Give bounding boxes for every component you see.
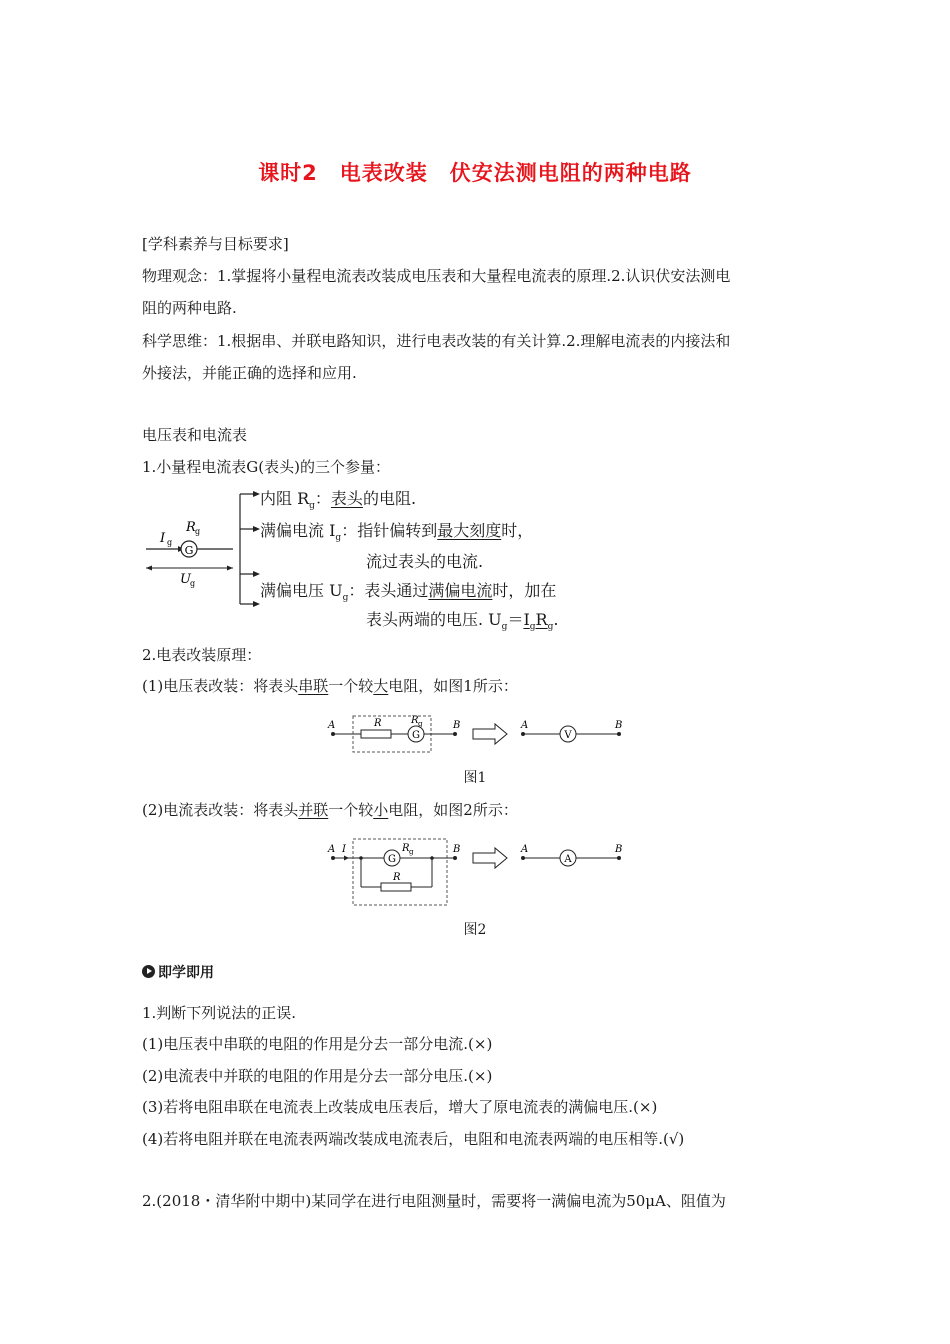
branch-full-scale-voltage-line2: 表头两端的电压. $U_g=I_gR_g$.: [366, 610, 559, 633]
fig2-galvanometer: G: [388, 854, 396, 865]
question2: 2.(2018・清华附中期中)某同学在进行电阻测量时，需要将一满偏电流为50μA、阻值为: [142, 1192, 726, 1210]
page-title: 课时2 电表改装 伏安法测电阻的两种电路: [258, 161, 692, 185]
label-resistance: R: [186, 520, 196, 535]
fig2-current-label: I: [342, 844, 346, 855]
fig2-resistor-label: R: [393, 872, 401, 883]
figure2-caption: 图2: [463, 922, 487, 938]
question1: 1.判断下列说法的正误.: [142, 1004, 297, 1022]
fig1-rg-sub: g: [418, 720, 423, 728]
label-current: I: [160, 531, 166, 546]
question1-item1: (1)电压表中串联的电阻的作用是分去一部分电流.(×): [142, 1035, 493, 1053]
fig2-ammeter-symbol: A: [564, 854, 572, 865]
ammeter-text: (2)电流表改装：将表头并联一个较小电阻，如图2所示：: [142, 801, 518, 819]
fig1-node-a: A: [328, 720, 336, 731]
answer-head: 表头: [330, 489, 363, 508]
fig1-rg-label: R: [411, 715, 419, 726]
answer-formula: $I_gR_g$: [523, 610, 554, 633]
section-heading: 电压表和电流表: [142, 426, 248, 444]
fig1-galvanometer: G: [412, 730, 420, 741]
branch-internal-resistance: 内阻 $R_g$：表头的电阻.: [260, 489, 417, 512]
label-voltage: U: [180, 572, 191, 587]
ammeter-figure: [325, 836, 625, 908]
fig1-node-a2: A: [521, 720, 529, 731]
fig2-node-a: A: [328, 844, 336, 855]
goals-heading: [学科素养与目标要求]: [142, 235, 289, 253]
fig2-rg-label: R: [402, 843, 410, 854]
question1-item2: (2)电流表中并联的电阻的作用是分去一部分电压.(×): [142, 1067, 493, 1085]
branch-full-scale-voltage: 满偏电压 $U_g$：表头通过满偏电流时，加在: [260, 581, 557, 604]
item2-text: 2.电表改装原理：: [142, 646, 262, 664]
question1-item3: (3)若将电阻串联在电流表上改装成电压表后，增大了原电流表的满偏电压.(×): [142, 1098, 658, 1116]
label-voltage-sub: g: [190, 579, 196, 588]
goals-physics-line2: 阻的两种电路.: [142, 299, 237, 317]
goals-thinking-line2: 外接法，并能正确的选择和应用.: [142, 364, 357, 382]
fig2-node-b: B: [453, 844, 461, 855]
galvanometer-symbol: G: [184, 544, 194, 557]
answer-max-scale: 最大刻度: [437, 521, 502, 540]
practice-heading: 即学即用: [142, 962, 214, 984]
item1-text: 1.小量程电流表G(表头)的三个参量：: [142, 458, 390, 476]
figure1-caption: 图1: [463, 770, 487, 786]
fig1-node-b2: B: [615, 720, 623, 731]
answer-full-current: 满偏电流: [428, 581, 493, 600]
fig1-node-b: B: [453, 720, 461, 731]
fig2-node-a2: A: [521, 844, 529, 855]
voltmeter-text: (1)电压表改装：将表头串联一个较大电阻，如图1所示：: [142, 677, 518, 695]
voltmeter-figure: [325, 712, 625, 762]
branch-full-scale-current: 满偏电流 $I_g$：指针偏转到最大刻度时，: [260, 521, 534, 544]
question1-item4: (4)若将电阻并联在电流表两端改装成电流表后，电阻和电流表两端的电压相等.(√): [142, 1130, 685, 1148]
label-current-sub: g: [167, 538, 173, 547]
fig2-rg-sub: g: [409, 848, 414, 856]
label-resistance-sub: g: [195, 527, 201, 536]
fig2-node-b2: B: [615, 844, 623, 855]
branch-full-scale-current-line2: 流过表头的电流.: [366, 552, 484, 571]
play-circle-icon: [142, 965, 155, 978]
fig1-resistor-label: R: [374, 718, 382, 729]
goals-thinking-line1: 科学思维：1.根据串、并联电路知识，进行电表改装的有关计算.2.理解电流表的内接法和: [142, 332, 731, 350]
fig1-voltmeter-symbol: V: [564, 730, 572, 741]
goals-physics-line1: 物理观念：1.掌握将小量程电流表改装成电压表和大量程电流表的原理.2.认识伏安法测电: [142, 267, 731, 285]
